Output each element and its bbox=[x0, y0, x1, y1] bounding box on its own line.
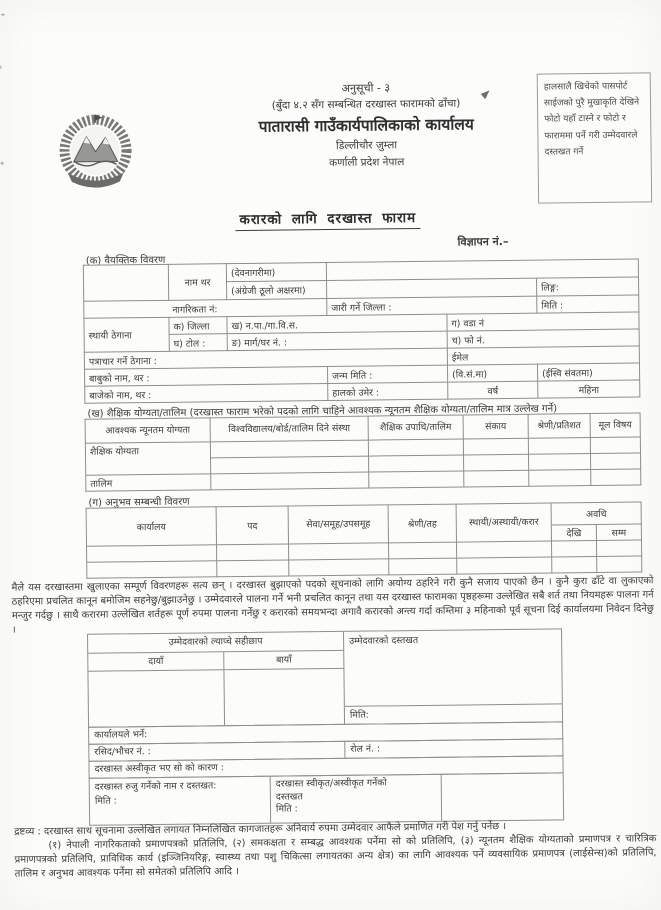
office-name: पातारासी गाउँकार्यपालिकाको कार्यालय bbox=[258, 115, 474, 137]
verification-row bbox=[89, 772, 565, 825]
col-duration-to: सम्म bbox=[596, 524, 641, 541]
email-label: ईमेल bbox=[447, 346, 639, 365]
scan-speck bbox=[1, 14, 5, 16]
thumbprint-area bbox=[88, 632, 345, 727]
name-english-field bbox=[327, 278, 537, 298]
english-caps-label: (अंग्रेजी ठूलो अक्षरमा) bbox=[227, 281, 327, 300]
training-field bbox=[369, 471, 464, 488]
form-title-row bbox=[0, 204, 658, 230]
col-division-percent: श्रेणी/प्रतिशत bbox=[528, 414, 590, 439]
office-address-line1: डिल्लीचौर जुम्ला bbox=[335, 139, 398, 153]
empty-cell bbox=[83, 264, 168, 301]
signature-office-block bbox=[87, 629, 564, 825]
dob-label: जन्म मिति : bbox=[327, 365, 447, 383]
left-thumb-label: बायाँ bbox=[275, 654, 292, 666]
section-b-heading: (ख) शैक्षिक योग्यता/तालिम (दरखास्त फाराम भरेको पदको लागि चाहिने आवश्यक न्यूनतम शैक्षिक योग्यता/तालिम मात्र उल्लेख गर्ने) bbox=[87, 403, 558, 420]
advertisement-number-label: विज्ञापन नं.– bbox=[457, 234, 509, 249]
grandfather-name-label: बाजेको नाम, थर : bbox=[85, 384, 328, 404]
experience-field bbox=[217, 544, 289, 561]
ad-date-label: (ईस्वि संवतमा) bbox=[537, 363, 639, 381]
col-university-board: विश्वविद्यालय/बोर्ड/तालिम दिने संस्था bbox=[210, 416, 368, 442]
signature-date-label: मिति: bbox=[345, 703, 562, 723]
col-duration: अवधि bbox=[551, 502, 641, 525]
photo-instruction-box bbox=[537, 72, 652, 203]
municipality-emblem bbox=[54, 106, 137, 203]
col-main-subject: मूल विषय bbox=[590, 413, 640, 438]
roll-no-label: रोल नं. : bbox=[350, 743, 381, 755]
experience-field bbox=[457, 557, 552, 574]
checker-date-label: मिति : bbox=[94, 795, 117, 807]
street-house-label: ङ) मार्ग/घर नं. : bbox=[227, 331, 447, 350]
gender-label: लिङ्ग: bbox=[537, 277, 639, 296]
experience-field bbox=[551, 540, 596, 557]
years-label: वर्ष bbox=[448, 381, 538, 399]
experience-field bbox=[597, 556, 642, 573]
annex-label: अनुसूची - ३ bbox=[341, 81, 391, 95]
footnote-line1: द्रष्टव्य : दरखास्त साथ सूचनामा उल्लेखित लगायत निम्नलिखित कागजातहरू अनिवार्य रुपमा उम्मेदवार आफैले प्रमाणित गरी पेश गर्नु पर्नेछ । bbox=[14, 821, 507, 838]
experience-field bbox=[389, 542, 457, 559]
citizenship-date-label: मिति : bbox=[537, 295, 639, 313]
training-field bbox=[591, 469, 641, 486]
training-field bbox=[529, 470, 591, 487]
education-field bbox=[591, 453, 641, 470]
approver-date-label: मिति : bbox=[275, 803, 298, 815]
name-label: नाम थर bbox=[168, 264, 226, 301]
experience-field bbox=[389, 558, 457, 575]
education-field bbox=[368, 439, 463, 456]
section-a-heading: (क) वैयक्तिक विवरण bbox=[85, 254, 166, 267]
annex-subtitle: (बुँदा ४.२ सँग सम्बन्धित दरखास्त फारामको ढाँचा) bbox=[271, 97, 461, 112]
education-field bbox=[369, 455, 464, 472]
education-field bbox=[464, 454, 529, 471]
municipality-label: ख) न.पा./गा.वि.स. bbox=[227, 314, 447, 333]
empty-cell bbox=[442, 773, 564, 820]
education-field bbox=[211, 456, 369, 474]
approver-cell bbox=[271, 775, 443, 823]
col-class-level: श्रेणी/तह bbox=[388, 504, 456, 543]
emblem-graphic bbox=[54, 106, 137, 203]
devanagari-label: (देवनागरीमा) bbox=[226, 263, 326, 282]
office-fill-row: कार्यालयले भर्ने: bbox=[88, 721, 563, 744]
training-field bbox=[211, 472, 369, 490]
experience-field bbox=[456, 541, 551, 558]
left-thumbprint-box bbox=[224, 669, 344, 725]
tole-label: घ) टोल : bbox=[169, 334, 227, 352]
right-thumb-label: दायाँ bbox=[88, 652, 224, 671]
current-age-label: हालको उमेर : bbox=[328, 382, 448, 400]
experience-field bbox=[596, 540, 641, 557]
father-name-label: बाबुको नाम, थर : bbox=[85, 367, 328, 387]
rejection-reason-row: दरखास्त अस्वीकृत भए सो को कारण : bbox=[88, 755, 563, 778]
col-required-qualification: आवश्यक न्यूनतम योग्यता bbox=[85, 418, 210, 443]
education-field bbox=[528, 438, 590, 455]
education-field bbox=[590, 437, 640, 454]
education-field bbox=[463, 438, 528, 455]
personal-details-table bbox=[83, 258, 641, 403]
permanent-address-label: स्थायी ठेगाना bbox=[84, 317, 169, 352]
experience-field bbox=[87, 561, 217, 578]
row-training-label: तालिम bbox=[86, 474, 211, 491]
experience-field bbox=[289, 559, 389, 576]
experience-field bbox=[552, 556, 597, 573]
experience-table bbox=[86, 501, 643, 578]
col-service-group: सेवा/समूह/उपसमूह bbox=[288, 505, 388, 544]
experience-field bbox=[289, 543, 389, 560]
approver-label-line2: दस्तखत bbox=[275, 790, 303, 803]
col-permanent-temporary: स्थायी/अस्थायी/करार bbox=[456, 503, 551, 542]
candidate-signature-label: उम्मेदवारको दस्तखत bbox=[349, 635, 419, 647]
checker-label: दरखास्त रुजु गर्नेको नाम र दस्तखत: bbox=[94, 780, 217, 793]
experience-field bbox=[217, 560, 289, 577]
candidate-signature-area bbox=[344, 629, 562, 723]
section-c-heading: (ग) अनुभव सम्बन्धी विवरण bbox=[88, 496, 190, 509]
issuing-district-label: जारी गर्ने जिल्ला : bbox=[327, 296, 537, 315]
photo-instruction-text: हालसालै खिचेको पासपोर्ट साईजको पुरै मुखाकृति देखिने फोटो यहाँ टास्ने र फोटो र फाराममा पर्ने गरी उम्मेदवारले दस्तखत गर्ने bbox=[543, 81, 640, 158]
bs-date-label: (वि.सं.मा) bbox=[447, 364, 537, 382]
form-title: करारको लागि दरखास्त फाराम bbox=[235, 210, 420, 231]
receipt-no-label: रसिद/भौचर नं. : bbox=[89, 742, 345, 761]
mailing-address-label: पत्राचार गर्ने ठेगाना : bbox=[84, 348, 447, 369]
district-label: क) जिल्ला bbox=[169, 317, 227, 335]
approver-label-line1: दरखास्त स्वीकृत/अस्वीकृत गर्नेको bbox=[275, 777, 387, 790]
education-table bbox=[85, 412, 642, 491]
row-education-label: शैक्षिक योग्यता bbox=[85, 442, 210, 475]
scan-speck bbox=[0, 66, 2, 69]
col-office: कार्यालय bbox=[86, 507, 216, 546]
right-thumbprint-box bbox=[88, 670, 225, 727]
col-degree-training: शैक्षिक उपाधि/तालिम bbox=[368, 415, 463, 440]
phone-label: च) फो नं. bbox=[447, 329, 639, 348]
scan-speck bbox=[1, 162, 4, 165]
education-field bbox=[529, 454, 591, 471]
col-duration-from: देखि bbox=[551, 524, 596, 541]
footnote-body: (१) नेपाली नागरिकताको प्रमाणपत्रको प्रतिलिपि, (२) समकक्षता र सम्बद्ध आवश्यक पर्नेमा सो को प्रतिलिपि, (३) न्यूनतम शैक्षिक योग्यताको प्रमाणपत्र र चारित्रिक प्रमाणपत्रको प्रतिलिपि, प्राविधिक कार्य (इञ्जिनियरिङ्ग, स्वास्थ्य तथा पशु चिकित्सा लगायतका अन्य क्षेत्र) का लागि आवश्यक पर्ने व्यवसायिक प्रमाणपत्र (लाईसेन्स)को प्रतिलिपि, तालिम र अनुभव आवश्यक पर्नेमा सो समेतको प्रतिलिपि आदि । bbox=[14, 833, 657, 880]
ward-no-label: ग) वडा नं bbox=[447, 312, 639, 331]
letterhead bbox=[181, 77, 552, 172]
col-faculty: संकाय bbox=[463, 414, 528, 439]
education-field bbox=[210, 440, 368, 458]
col-post: पद bbox=[216, 506, 288, 545]
office-address-line2: कर्णाली प्रदेश नेपाल bbox=[329, 155, 405, 169]
experience-field bbox=[87, 545, 217, 562]
months-label: महिना bbox=[538, 380, 640, 398]
declaration-paragraph: मैले यस दरखास्तमा खुलाएका सम्पूर्ण विवरणहरू सत्य छन् । दरखास्त बुझाएको पदको सूचनाको लागि अयोग्य ठहरिने गरी कुनै सजाय पाएको छैन । कुनै कुरा ढाँटे वा लुकाएको ठहरिएमा प्रचलित कानून बमोजिम सहनेछु/बुझाउनेछु । उम्मेदवारले पालना गर्ने भनी प्रचलित कानून तथा यस दरखास्त फारामका पृष्ठहरूमा उल्लेखित सबै शर्त तथा नियमहरू पालना गर्न मन्जुर गर्दछु । साथै करारमा उल्लेखित शर्तहरू पूर्ण रुपमा पालना गर्नेछु र करारको समयभन्दा अगावै करारको अन्त्य गर्दा कम्तिमा ३ महिनाको पूर्व सूचना दिई कार्यालयमा निवेदन दिनेछु । bbox=[11, 575, 654, 636]
citizenship-no-label: नागरिकता नं: bbox=[84, 299, 327, 319]
training-field bbox=[464, 470, 529, 487]
footnote bbox=[14, 818, 657, 882]
signature-section bbox=[87, 628, 563, 727]
thumbprint-header: उम्मेदवारको ल्याप्चे सहीछाप bbox=[88, 632, 343, 654]
checker-cell bbox=[90, 777, 272, 825]
